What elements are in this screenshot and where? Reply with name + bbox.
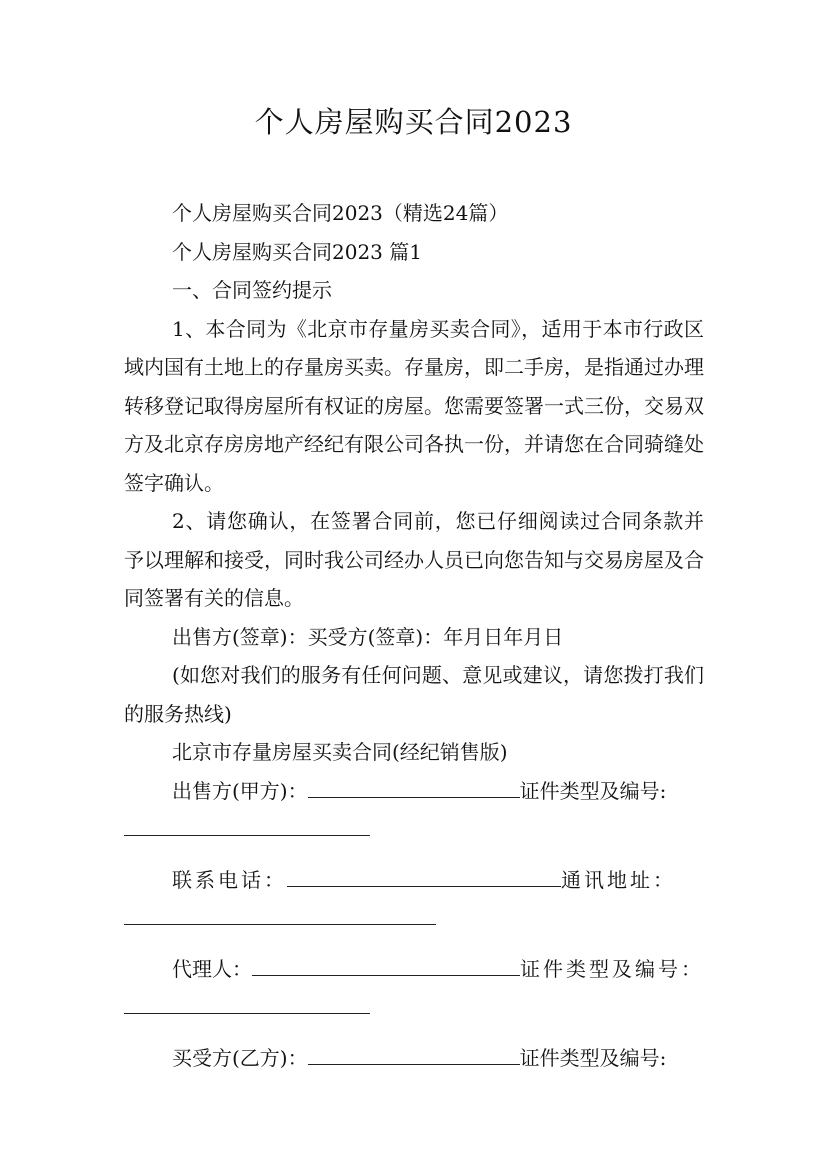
seller-blank: [308, 773, 520, 798]
buyer-row: [124, 1039, 704, 1078]
buyer-label: 买受方(乙方)：: [172, 1045, 308, 1070]
seller-id-blank: [124, 811, 370, 836]
agent-id-row: [124, 988, 704, 1027]
clause-paragraph-2: 2、请您确认，在签署合同前，您已仔细阅读过合同条款并予以理解和接受，同时我公司经办人员已向您告知与交易房屋及合同签署有关的信息。: [124, 509, 704, 610]
contract-name: 北京市存量房屋买卖合同(经纪销售版): [172, 740, 508, 764]
buyer-blank: [308, 1040, 520, 1065]
agent-id-blank: [124, 989, 370, 1014]
phone-row: [124, 861, 704, 900]
buyer-id-type-label: 证件类型及编号:: [519, 1045, 667, 1070]
subtitle-paragraph: 个人房屋购买合同2023（精选24篇）: [172, 201, 509, 225]
clause-paragraph-1: 1、本合同为《北京市存量房买卖合同》，适用于本市行政区域内国有土地上的存量房买卖。存量房，即二手房，是指通过办理转移登记取得房屋所有权证的房屋。您需要签署一式三份，交易双方及北京存房房地产经纪有限公司各执一份，并请您在合同骑缝处签字确认。: [124, 316, 704, 495]
agent-blank: [252, 951, 520, 976]
clause-heading: 一、合同签约提示: [172, 278, 332, 302]
address-blank: [124, 900, 436, 925]
phone-label: 联系电话：: [172, 867, 287, 892]
seller-id-row: [124, 810, 704, 849]
seller-label: 出售方(甲方)：: [172, 778, 308, 803]
seller-id-type-label: 证件类型及编号:: [519, 778, 667, 803]
agent-label: 代理人：: [172, 956, 252, 981]
service-note: (如您对我们的服务有任何问题、意见或建议，请您拨打我们的服务热线): [124, 663, 704, 726]
signature-line: 出售方(签章)：买受方(签章)：年月日年月日: [172, 624, 564, 649]
agent-row: [124, 950, 704, 989]
agent-id-type-label: 证件类型及编号：: [520, 956, 704, 981]
document-body: [124, 194, 704, 1077]
document-title: 个人房屋购买合同2023: [254, 105, 573, 139]
section-heading: 个人房屋购买合同2023 篇1: [172, 239, 422, 264]
seller-row: [124, 772, 704, 811]
address-row: [124, 899, 704, 938]
phone-blank: [287, 862, 561, 887]
address-label: 通讯地址：: [561, 867, 676, 892]
